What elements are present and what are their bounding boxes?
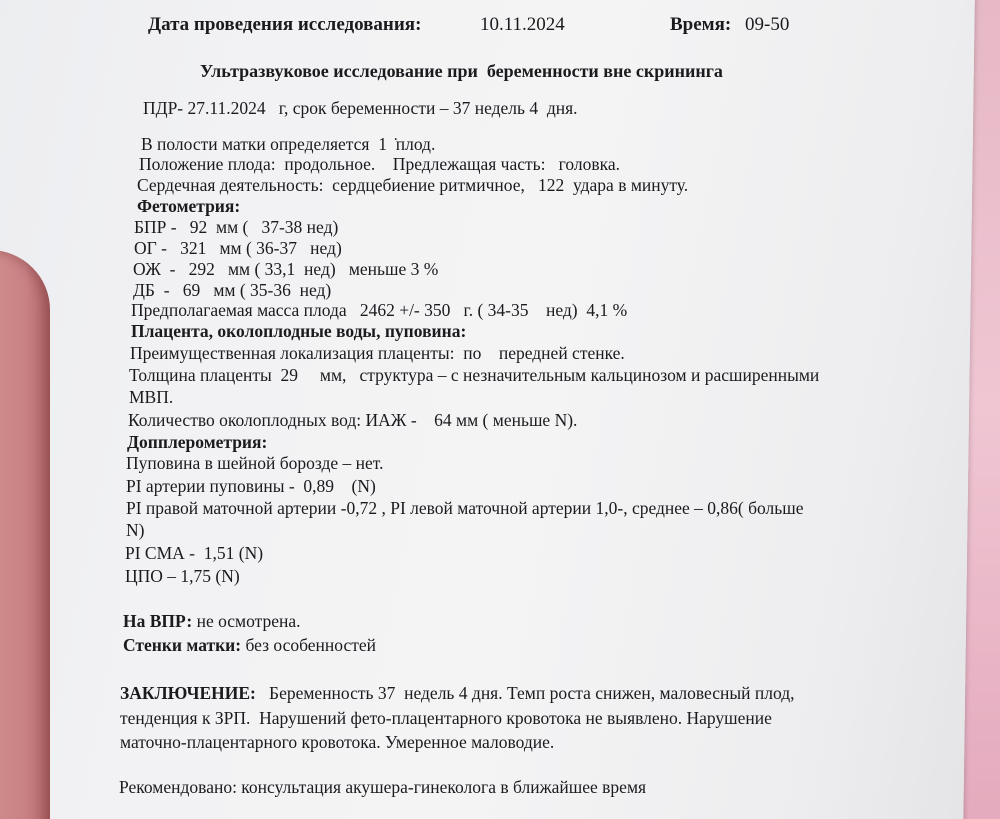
fetometry-heading: Фетометрия: (137, 196, 241, 216)
vpr-line (123, 610, 301, 632)
uterus-line (123, 634, 376, 656)
pi-uterine: PI правой маточной артерии -0,72 , PI левой маточной артерии 1,0-, среднее – 0,86( больше (126, 498, 804, 518)
amniotic-fluid: Количество околоплодных вод: ИАЖ - 64 мм ( меньше N). (128, 410, 578, 430)
document-title: Ультразвуковое исследование при беременности вне скрининга (200, 61, 723, 81)
placenta-thickness-cont: МВП. (129, 387, 174, 407)
placenta-thickness: Толщина плаценты 29 мм, структура – с незначительным кальцинозом и расширенными (129, 365, 820, 385)
vpr-label: На ВПР: (123, 611, 193, 631)
date-label: Дата проведения исследования: (148, 14, 422, 35)
fetal-mass: Предполагаемая масса плода 2462 +/- 350 г. ( 34-35 нед) 4,1 % (131, 300, 628, 320)
uterus-value: без особенностей (241, 635, 377, 655)
pdr-line: ПДР- 27.11.2024 г, срок беременности – 37 недель 4 дня. (143, 98, 578, 118)
date-value: 10.11.2024 (480, 14, 565, 35)
conclusion-line-1 (120, 682, 795, 704)
conclusion-text-1: Беременность 37 недель 4 дня. Темп роста снижен, маловесный плод, (255, 683, 795, 703)
fetus-position: Положение плода: продольное. Предлежащая часть: головка. (139, 154, 620, 174)
pi-cma: PI СМА - 1,51 (N) (125, 543, 264, 563)
cpo: ЦПО – 1,75 (N) (125, 566, 240, 586)
pi-umbilical: PI артерии пуповины - 0,89 (N) (126, 476, 376, 496)
cord-neck: Пуповина в шейной борозде – нет. (126, 453, 384, 473)
recommendation: Рекомендовано: консультация акушера-гинеколога в ближайшее время (119, 777, 647, 797)
fetometry-og: ОГ - 321 мм ( 36-37 нед) (134, 238, 342, 258)
fetus-count: В полости матки определяется 1 ̇плод. (141, 134, 436, 154)
fetometry-bpr: БПР - 92 мм ( 37-38 нед) (134, 217, 339, 237)
doppler-heading: Допплерометрия: (127, 432, 268, 452)
conclusion-text-3: маточно-плацентарного кровотока. Умеренное маловодие. (120, 732, 555, 752)
time-value: 09-50 (745, 14, 790, 35)
uterus-label: Стенки матки: (123, 635, 242, 655)
fetometry-db: ДБ - 69 мм ( 35-36 нед) (133, 280, 332, 300)
conclusion-label: ЗАКЛЮЧЕНИЕ: (120, 683, 256, 703)
fetometry-ozh: ОЖ - 292 мм ( 33,1 нед) меньше 3 % (133, 259, 439, 279)
vpr-value: не осмотрена. (192, 611, 301, 631)
time-label: Время: (670, 14, 732, 35)
pi-uterine-cont: N) (126, 520, 145, 540)
conclusion-text-2: тенденция к ЗРП. Нарушений фето-плацентарного кровотока не выявлено. Нарушение (120, 708, 772, 728)
placenta-localization: Преимущественная локализация плаценты: по передней стенке. (130, 343, 625, 363)
placenta-heading: Плацента, околоплодные воды, пуповина: (131, 321, 467, 341)
cardiac-activity: Сердечная деятельность: сердцебиение ритмичное, 122 удара в минуту. (137, 175, 689, 195)
